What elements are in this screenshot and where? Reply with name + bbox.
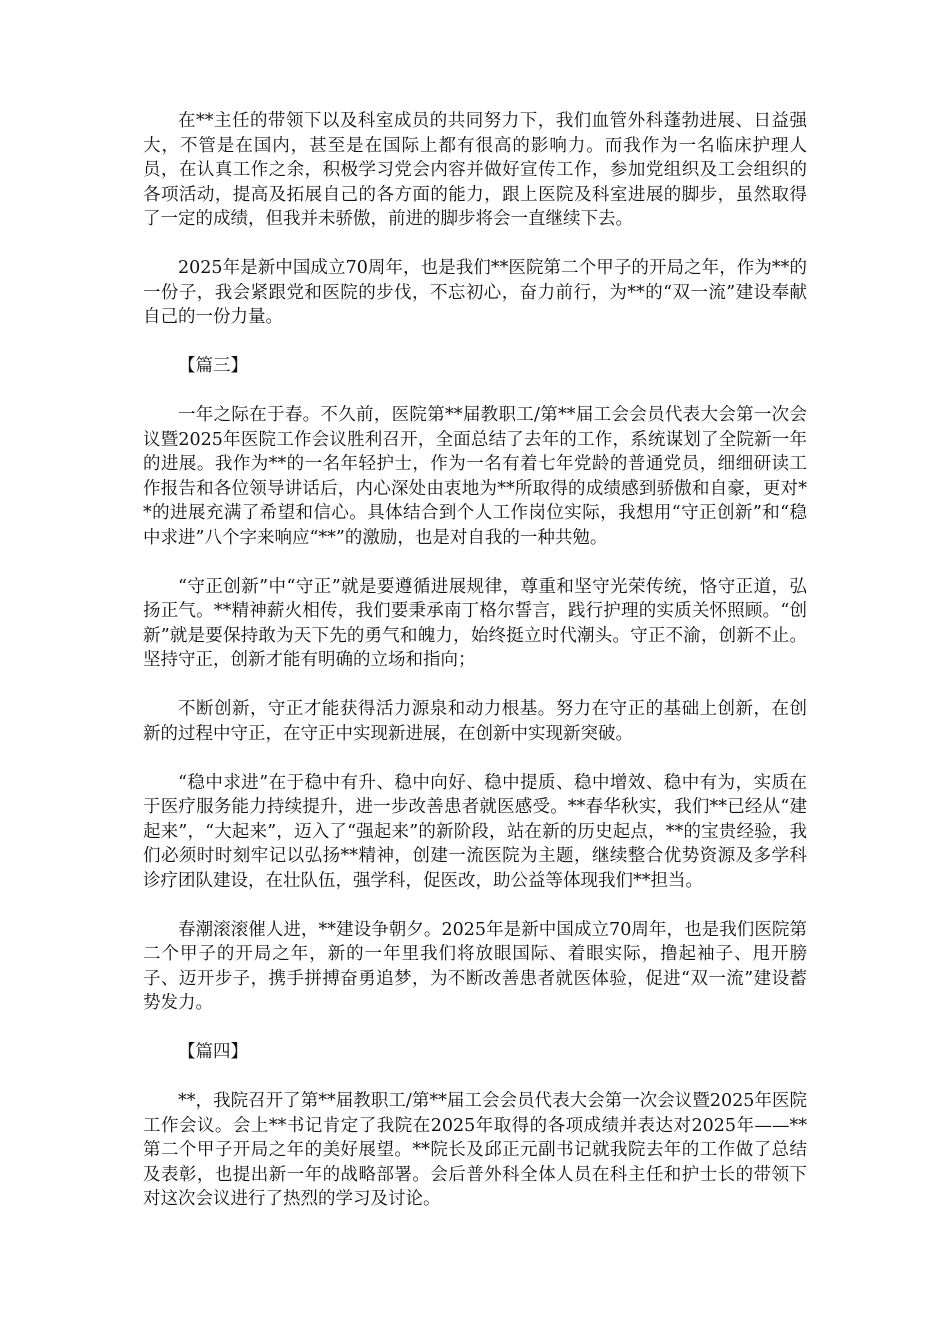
- paragraph: 2025年是新中国成立70周年，也是我们**医院第二个甲子的开局之年，作为**的一份子，我会紧跟党和医院的步伐，不忘初心，奋力前行，为**的“双一流”建设奉献自己的一份力量。: [143, 258, 807, 327]
- paragraph: 春潮滚滚催人进，**建设争朝夕。2025年是新中国成立70周年，也是我们医院第二个甲子的开局之年，新的一年里我们将放眼国际、着眼实际，撸起袖子、甩开膀子、迈开步子，携手拼搏奋勇追梦，为不断改善患者就医体验，促进“双一流”建设蓄势发力。: [143, 919, 807, 1013]
- section-heading: 【篇四】: [178, 1042, 248, 1062]
- paragraph: 不断创新，守正才能获得活力源泉和动力根基。努力在守正的基础上创新，在创新的过程中守正，在守正中实现新进展，在创新中实现新突破。: [143, 699, 807, 744]
- paragraph: 在**主任的带领下以及科室成员的共同努力下，我们血管外科蓬勃进展、日益强大，不管是在国内，甚至是在国际上都有很高的影响力。而我作为一名临床护理人员，在认真工作之余，积极学习党会内容并做好宣传工作，参加党组织及工会组织的各项活动，提高及拓展自己的各方面的能力，跟上医院及科室进展的脚步，虽然取得了一定的成绩，但我并未骄傲，前进的脚步将会一直继续下去。: [143, 111, 807, 229]
- paragraph: “守正创新”中“守正”就是要遵循进展规律，尊重和坚守光荣传统，恪守正道，弘扬正气。**精神薪火相传，我们要秉承南丁格尔誓言，践行护理的实质关怀照顾。“创新”就是要保持敢为天下先的勇气和魄力，始终挺立时代潮头。守正不渝，创新不止。坚持守正，创新才能有明确的立场和指向；: [143, 576, 807, 670]
- document-page: [143, 109, 807, 1236]
- paragraph: “稳中求进”在于稳中有升、稳中向好、稳中提质、稳中增效、稳中有为，实质在于医疗服务能力持续提升，进一步改善患者就医感受。**春华秋实，我们**已经从“建起来”，“大起来”，迈入了“强起来”的新阶段，站在新的历史起点，**的宝贵经验，我们必须时时刻牢记以弘扬**精神，创建一流医院为主题，继续整合优势资源及多学科诊疗团队建设，在壮队伍，强学科，促医改，助公益等体现我们**担当。: [143, 772, 807, 891]
- paragraph: 一年之际在于春。不久前，医院第**届教职工/第**届工会会员代表大会第一次会议暨2025年医院工作会议胜利召开，全面总结了去年的工作，系统谋划了全院新一年的进展。我作为**的一名年轻护士，作为一名有着七年党龄的普通党员，细细研读工作报告和各位领导讲话后，内心深处由衷地为**所取得的成绩感到骄傲和自豪，更对**的进展充满了希望和信心。具体结合到个人工作岗位实际，我想用“守正创新”和“稳中求进”八个字来响应“**”的激励，也是对自我的一种共勉。: [143, 405, 807, 548]
- section-heading: 【篇三】: [178, 356, 248, 376]
- paragraph: **，我院召开了第**届教职工/第**届工会会员代表大会第一次会议暨2025年医院工作会议。会上**书记肯定了我院在2025年取得的各项成绩并表达对2025年——**第二个甲子开局之年的美好展望。**院长及邱正元副书记就我院去年的工作做了总结及表彰，也提出新一年的战略部署。会后普外科全体人员在科主任和护士长的带领下对这次会议进行了热烈的学习及讨论。: [143, 1091, 807, 1209]
